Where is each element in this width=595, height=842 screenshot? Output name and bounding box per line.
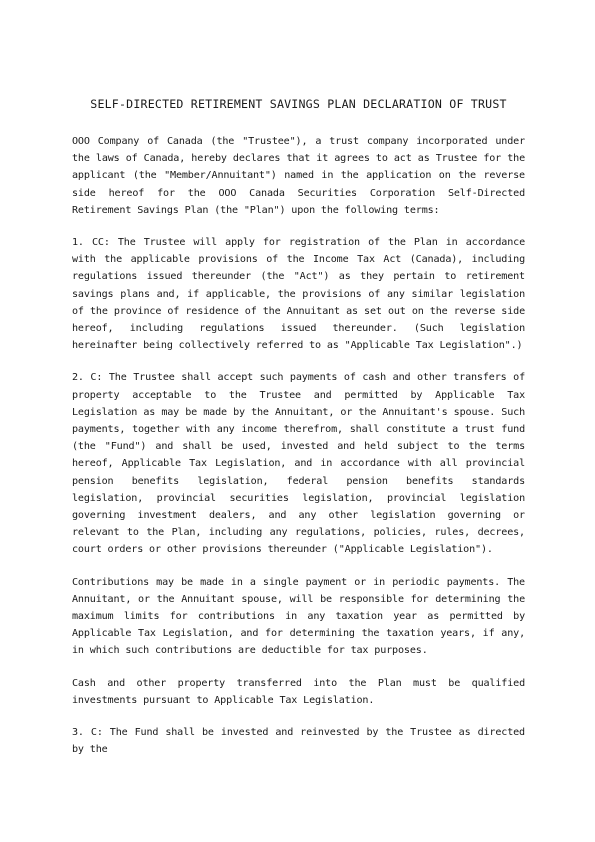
contributions-paragraph: Contributions may be made in a single payment or in periodic payments. The Annuitant, or the Annuitant spouse, will be responsible for determining the maximum limits for contributions in any taxation year as permitted by Applicable Tax Legislation, and for determining the taxation years, if any, in which such contributions are deductible for tax purposes. xyxy=(72,576,525,657)
transfers-paragraph: Cash and other property transferred into the Plan must be qualified investments pursuant to Applicable Tax Legislation. xyxy=(72,677,525,706)
clause-3-paragraph: 3. C: The Fund shall be invested and reinvested by the Trustee as directed by the xyxy=(72,727,525,756)
clause-2-paragraph: 2. C: The Trustee shall accept such payments of cash and other transfers of property acceptable to the Trustee and permitted by Applicable Tax Legislation as may be made by the Annuitant, or the Annuitant's spouse. Such payments, together with any income therefrom, shall constitute a trust fund (the "Fund") and shall be used, invested and held subject to the terms hereof, Applicable Tax Legislation, and in accordance with all provincial pension benefits legislation, federal pension benefits standards legislation, provincial securities legislation, provincial legislation governing investment dealers, and any other legislation governing or relevant to the Plan, including any regulations, policies, rules, decrees, court orders or other provisions thereunder ("Applicable Legislation"). xyxy=(72,372,525,556)
clause-1-paragraph: 1. CC: The Trustee will apply for registration of the Plan in accordance with the applicable provisions of the Income Tax Act (Canada), including regulations issued thereunder (the "Act") as they pertain to retirement savings plans and, if applicable, the provisions of any similar legislation of the province of residence of the Annuitant as set out on the reverse side hereof, including regulations issued thereunder. (Such legislation hereinafter being collectively referred to as "Applicable Tax Legislation".) xyxy=(72,237,525,352)
document-title: SELF-DIRECTED RETIREMENT SAVINGS PLAN DECLARATION OF TRUST xyxy=(90,97,507,111)
intro-paragraph: OOO Company of Canada (the "Trustee"), a trust company incorporated under the laws of Canada, hereby declares that it agrees to act as Trustee for the applicant (the "Member/Annuitant") named in the application on the reverse side hereof for the OOO Canada Securities Corporation Self-Directed Retirement Savings Plan (the "Plan") upon the following terms: xyxy=(72,136,525,216)
